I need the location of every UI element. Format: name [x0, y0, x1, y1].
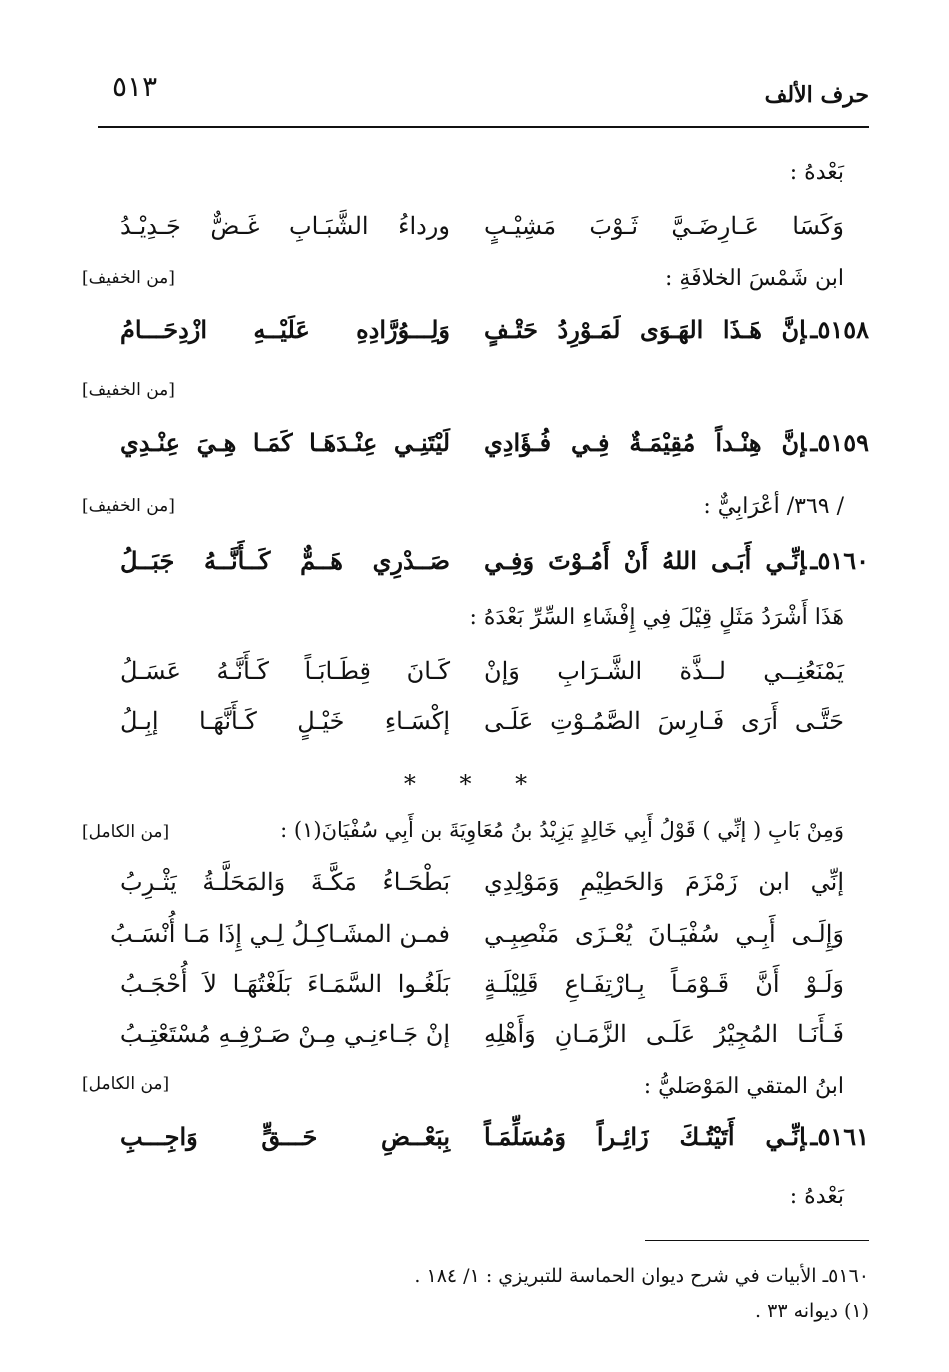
verse-number: ٥١٦١ـ [810, 1122, 869, 1151]
footnote-2: (١) ديوانه ٣٣ . [755, 1300, 869, 1322]
hemistich-second: ورداءُ الشَّبَـابِ غَـضٌّ جَـدِيْـدُ [120, 212, 450, 240]
hemistich-second: صَــدْرِي هَــمٌّ كَــأَنَّــهُ جَبَــلُ [120, 546, 450, 575]
verse-5158 [120, 315, 869, 355]
footnote-1: ٥١٦٠ـ الأبيات في شرح ديوان الحماسة للتبريزي : ١/ ١٨٤ . [414, 1265, 869, 1287]
verse [120, 970, 844, 1010]
verse-5160 [120, 546, 869, 586]
hemistich-first [484, 1122, 869, 1151]
verse-5161 [120, 1122, 869, 1162]
section-separator: * * * [403, 770, 546, 798]
meter-label: [من الكامل] [82, 1074, 170, 1094]
hemistich-text: إنِّـي أَتَيْتُـكَ زَائِـراً وَمُسَلِّمَـاً [484, 1122, 807, 1151]
hemistich-second: بِبَعْــضِ حَـــقٍّ وَاجِـــبِ [120, 1122, 450, 1151]
chapter-title: حرف الألف [764, 82, 869, 108]
verse-number: ٥١٥٩ـ [810, 428, 869, 457]
hemistich-second: لَيْتَنِـي عِنْـدَهَـا كَمَـا هِـيَ عِنْـدِي [120, 428, 450, 457]
hemistich-second: وَلِـــوُرَّادِهِ عَلَيْــهِ ازْدِحَـــامُ [120, 315, 450, 344]
hemistich-first [484, 315, 869, 344]
hemistich-first: وَكَسَا عَـارِضَـيَّ ثَـوْبَ مَشِيْـبٍ [484, 212, 844, 240]
page-number: ٥١٣ [112, 70, 158, 103]
hemistich-second: كَـانَ قِطَـابَـاً كَـأَنَّـهُ عَسَـلُ [120, 657, 450, 685]
hemistich-first: فَـأَنَـا المُجِيْرُ عَلَـى الزَّمَـانِ وَأَهْلِهِ [484, 1020, 844, 1048]
meter-label: [من الخفيف] [82, 496, 175, 516]
hemistich-first [484, 428, 869, 457]
meter-label: [من الكامل] [82, 822, 170, 842]
verse [110, 920, 844, 960]
hemistich-second: بَطْحَـاءُ مَكَّـةَ وَالمَحَلَّـةُ يَثْـرِبُ [120, 868, 450, 896]
verse [120, 657, 844, 697]
section-intro: وَمِنْ بَابِ ( إنِّي ) قَوْلُ أَبِي خَالِدٍ يَزِيْدُ بنُ مُعَاوِيَةَ بن أَبِي سُفْيَانَ(١) : [280, 818, 844, 842]
after-label: بَعْدهُ : [789, 1184, 844, 1209]
hemistich-text: إنَّ هَـذَا الهَـوَى لَمَـوْرِدُ حَتْـفٍ [484, 315, 807, 344]
hemistich-first: إنِّي ابن زَمْزَمَ وَالحَطِيْمِ وَمَوْلِدِي [484, 868, 844, 896]
header-rule [98, 126, 869, 128]
meter-label: [من الخفيف] [82, 380, 175, 400]
after-label: بَعْدهُ : [789, 160, 844, 185]
verse-prev [120, 212, 844, 252]
poet-attribution: / ٣٦٩/ أعْرَابِيٌّ : [703, 494, 844, 519]
poet-attribution: ابنُ المتقي المَوْصَليُّ : [643, 1074, 844, 1099]
poet-attribution: ابن شَمْسَ الخلافَةِ : [664, 266, 844, 291]
hemistich-second: فمـن المشَـاكِـلُ لِـي إِذَا مَـا أُنْسَـبُ [110, 920, 450, 948]
hemistich-first [484, 546, 869, 575]
hemistich-second: إنْ جَـاءنِـي مِـنْ صَـرْفِـهِ مُسْتَعْتِـبُ [119, 1020, 450, 1048]
verse-5159 [120, 428, 869, 468]
footnote-rule [645, 1240, 869, 1241]
hemistich-second: إكْسَـاءِ خَيْـلٍ كَـأَنَّهَـا إبِـلُ [120, 707, 450, 735]
hemistich-first: وَلَـوْ أَنَّ قَـوْمَـاً بِـارْتِفَـاعِ قَلِيْلَـةٍ [484, 970, 844, 998]
hemistich-text: إنَّ هِنْـداً مُقِيْمَـةٌ فِـي فُـؤَادِي [484, 428, 807, 457]
verse-number: ٥١٥٨ـ [810, 315, 869, 344]
hemistich-first: حَتَّـى أَرَى فَـارِسَ الصَّمُـوْتِ عَلَـى [484, 707, 844, 735]
meter-label: [من الخفيف] [82, 268, 175, 288]
hemistich-first: يَمْنَعُنِــي لــذَّة الشَّـرَابِ وَإنْ [484, 657, 844, 685]
verse-number: ٥١٦٠ـ [810, 546, 869, 575]
hemistich-second: بَلَغُـوا السَّمَـاءَ بَلَغْتُهَـا لاَ أُحْجَـبُ [120, 970, 450, 998]
verse [120, 1020, 844, 1060]
verse [120, 707, 844, 747]
verse [120, 868, 844, 908]
hemistich-first: وَإِلَـى أَبِـي سُفْيَـانَ يُعْـزَى مَنْصِبِـي [484, 920, 844, 948]
commentary: هَذَا أَشْرَدُ مَثَلٍ قِيْلَ فِي إِفْشَاءِ السِّرِّ بَعْدَهُ : [469, 605, 844, 630]
hemistich-text: إنِّـي أَبَـى اللهُ أَنْ أَمُـوْتَ وَفِـي [484, 546, 807, 575]
